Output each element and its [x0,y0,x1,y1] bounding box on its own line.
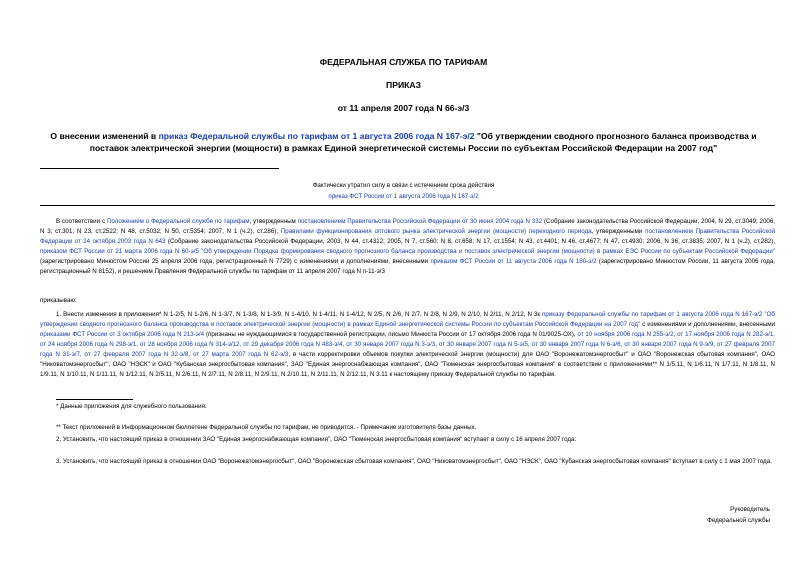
item-3-paragraph: 3. Установить, что настоящий приказ в отношении ОАО "Воронежатомэнергосбыт", ОАО "Воронежская сбытовая компания", ОАО "Никоватомэнергосбыт", ОАО "НЭСК", ОАО "Кубанская энергосбытовая компания" вступает в силу с 1 мая 2007 года. [56,458,772,465]
preamble-text-7: (зарегистрировано Минюстом России, 11 августа 2006 года, регистрационный N 8152), и решением Правления Федеральной службы по тарифам от 11 апреля 2007 года N п-11-э/3 [40,258,775,275]
title-link[interactable]: приказ Федеральной службы по тарифам от 1 августа 2006 года N 167-э/2 [158,131,475,141]
preamble-link-decree-332[interactable]: постановлением Правительства Российской Федерации от 30 июня 2004 года N 332 [297,218,543,225]
preamble-text-6: (зарегистрировано Минюстом России 25 апреля 2006 года, регистрационный N 7729) с изменениями и дополнениями, внесенными [40,258,431,265]
item1-text-1: 1. Внести изменения в приложения* N 1-2/5, N 1-2/6, N 1-3/7, N 1-3/8, N 1-3/9, N 1-4/10, N 1-4/11, N 1-4/12, N 2/5, N 2/6, N 2/7, N 2/8, N 2/9, N 2/10, N 2/11, N 2/12, N 3к [56,311,543,318]
preamble-text-2: , утвержденным [249,218,298,225]
agency-heading: ФЕДЕРАЛЬНАЯ СЛУЖБА ПО ТАРИФАМ [319,57,488,67]
order-word: приказываю: [40,297,77,304]
signature-org: Федеральной службы [707,517,770,524]
preamble-link-regulation[interactable]: Положением о Федеральной службе по тарифам [106,218,250,225]
preamble-text-5: (Собрание законодательства Российской Федерации, 2003, N 44, ст.4312; 2005, N 7, ст.560; N 8, ст.658; N 17, ст.1554; N 43, ст.4401; N 46, ст.4677; N 47, ст.4930; 2006, N 36, ст.3835; 2007, N 1 (ч.2), ст.282), [165,238,775,245]
preamble-paragraph [40,217,775,277]
preamble-link-rules[interactable]: Правилами функционирования оптового рынка электрической энергии (мощности) переходного периода [280,228,592,235]
preamble-link-decree-643[interactable]: постановлением Правительства Российской Федерации от 24 октября 2003 года N 643 [40,228,776,245]
item1-link-order-167[interactable]: приказу Федеральной службы по тарифам от 1 августа 2006 года N 167-э/2 "Об утверждении сводного прогнозного баланса производства и поставок электрической энергии (мощности) в рамках Единой энергетической системы России по субъектам Российской Федерации на 2007 год" [40,311,775,328]
item1-text-4: , в части корректировки объемов покупки электрической энергии (мощности) для ОАО "Воронежатомэнергосбыт" и ОАО "Воронежская сбытовая компания", ОАО "Никоватомэнергосбыт", ОАО "НЭСК" и ОАО "Кубанская энергосбытовая компания", ЗАО "Единая энергоснабжающая компания", ОАО "Тюменская энергосбытовая компания" в соответствии с приложениями** N 1/5.11, N 1/6.11, N 1/7.11, N 1/8.11, N 1/9.11, N 1/10.11, N 1/11.11, N 1/12.11, N 2/5.11, N 2/6.11, N 2/7.11, N 2/8.11, N 2/9.11, N 2/10.11, N 2/11.11, N 2/12.11, N 3.11 к настоящему приказу Федеральной службы по тарифам. [40,351,775,378]
preamble-text-1: В соответствии с [56,218,107,225]
title-suffix: "Об утверждении сводного прогнозного баланса производства и поставок электрической энергии (мощности) в рамках Единой энергетической системы России по субъектам Российской Федерации на 2007 год" [89,131,757,153]
preamble-link-order-180[interactable]: приказом ФСТ России от 11 августа 2006 года N 180-э/2 [430,258,597,265]
doc-type-heading: ПРИКАЗ [386,80,421,90]
item-1-paragraph [40,310,775,380]
title-divider [40,168,279,169]
item1-link-orders-list[interactable]: от 10 ноября 2006 года N 255-э/2, от 17 ноября 2006 года N 282-э/1, от 24 ноября 2006 года N 298-э/1, от 28 ноября 2006 года N 314-э/12, от 29 декабря 2006 года N 483-э/4, от 30 января 2007 года N 3-э/3, от 30 января 2007 года N 5-э/5, от 30 января 2007 года N 6-э/6, от 30 января 2007 года N 9-э/9, от 27 февраля 2007 года N 31-э/7, от 27 февраля 2007 года N 32-э/8, от 27 марта 2007 года N 62-э/3 [40,331,775,358]
footnote-2: ** Текст приложений в Информационном бюллетене Федеральной службы по тарифам, не приводится. - Примечание изготовителя базы данных. [56,424,477,431]
preamble-text-4: , утвержденными [591,228,646,235]
item1-link-order-213[interactable]: приказами ФСТ России от 3 октября 2006 года N 213-э/4 [40,331,205,338]
preamble-link-order-60[interactable]: приказом ФСТ России от 21 марта 2006 года N 60-э/5 "Об утверждении Порядка формирования сводного прогнозного баланса производства и поставок электрической энергии (мощности) в рамках ЕЭС России по субъектам Российской Федерации" [40,248,775,255]
document-title [36,130,771,154]
status-note-text: Фактически утратил силу в связи с истечением срока действия [312,182,495,189]
status-divider [40,205,775,206]
preamble-text-3: (Собрание законодательства Российской Федерации, 2004, N 29, ст.3049; 2006, N 3, ст.301; N 23, ст.2522; N 48, ст.5032; N 50, ст.5354; 2007, N 1 (ч.2), ст.286), [40,218,775,235]
item1-text-2: с изменениями и дополнениями, внесенными [640,321,775,328]
footnote-divider [56,399,133,400]
signature-role: Руководитель [730,506,770,513]
item1-text-3: (признаны не нуждающимися в государственной регистрации, письмо Минюста России от 17 октября 2006 года N 01/9025-ОХ), [204,331,578,338]
item-2-paragraph: 2. Установить, что настоящий приказ в отношении ЗАО "Единая энергоснабжающая компания", ОАО "Тюменская энергосбытовая компания" вступает в силу с 16 апреля 2007 года. [56,436,577,443]
doc-date-number: от 11 апреля 2007 года N 66-э/3 [337,103,470,113]
footnote-1: * Данные приложения для служебного пользования. [56,403,207,410]
title-prefix: О внесении изменений в [50,131,159,141]
status-note-link[interactable]: приказ ФСТ России от 1 августа 2006 года N 167-э/2 [328,193,479,200]
